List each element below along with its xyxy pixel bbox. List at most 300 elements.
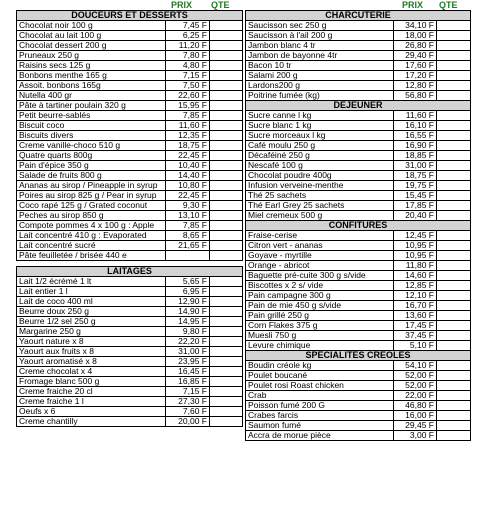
product-row [246, 71, 471, 81]
product-name: Chocolat au lait 100 g [17, 31, 166, 41]
quantity-field[interactable] [437, 321, 471, 331]
product-name: Accra de morue pièce [246, 431, 394, 441]
quantity-field[interactable] [437, 241, 471, 251]
product-name: Bonbons menthe 165 g [17, 71, 166, 81]
product-price: 7,15 F [166, 71, 210, 81]
product-name: Beurre 1/2 sel 250 g [17, 317, 166, 327]
product-price: 7,60 F [166, 407, 210, 417]
product-name: Oeufs x 6 [17, 407, 166, 417]
product-price: 16,45 F [166, 367, 210, 377]
product-row [246, 231, 471, 241]
product-row [17, 211, 243, 221]
product-price: 27,30 F [166, 397, 210, 407]
product-name: Thé Earl Grey 25 sachets [246, 201, 394, 211]
product-price: 18,85 F [394, 151, 437, 161]
product-row [17, 357, 243, 367]
section-title: CHARCUTERIE [246, 11, 471, 21]
product-name: Pain d'épice 350 g [17, 161, 166, 171]
product-row [17, 181, 243, 191]
product-name: Poitrine fumée (kg) [246, 91, 394, 101]
quantity-field[interactable] [210, 191, 243, 201]
product-price: 14,40 F [166, 171, 210, 181]
quantity-column-header: QTE [211, 0, 230, 10]
product-row [17, 241, 243, 251]
price-column-header: PRIX [402, 0, 424, 10]
product-row [17, 111, 243, 121]
product-price: 52,00 F [394, 371, 437, 381]
product-name: Creme vanille-choco 510 g [17, 141, 166, 151]
product-name: Baguette pré-cuite 300 g s/vide [246, 271, 394, 281]
quantity-column-header: QTE [439, 0, 458, 10]
product-row [246, 211, 471, 221]
quantity-field[interactable] [437, 211, 471, 221]
quantity-field[interactable] [210, 161, 243, 171]
product-row [17, 407, 243, 417]
product-row [246, 281, 471, 291]
product-price: 18,75 F [394, 171, 437, 181]
product-name: Lait de coco 400 ml [17, 297, 166, 307]
product-price: 14,90 F [166, 307, 210, 317]
product-price: 22,45 F [166, 151, 210, 161]
product-row [17, 21, 243, 31]
product-name: Salami 200 g [246, 71, 394, 81]
quantity-field[interactable] [210, 367, 243, 377]
product-row [246, 291, 471, 301]
quantity-field[interactable] [210, 41, 243, 51]
product-price: 26,80 F [394, 41, 437, 51]
quantity-field[interactable] [210, 287, 243, 297]
product-price: 5,10 F [394, 341, 437, 351]
product-price: 7,45 F [166, 21, 210, 31]
product-price: 15,45 F [394, 191, 437, 201]
quantity-field[interactable] [437, 191, 471, 201]
product-row [246, 261, 471, 271]
product-price: 8,65 F [166, 231, 210, 241]
product-row [246, 41, 471, 51]
product-row [246, 331, 471, 341]
product-row [17, 297, 243, 307]
product-row [246, 421, 471, 431]
product-price: 12,80 F [394, 81, 437, 91]
product-name: Coco rapé 125 g / Grated coconut [17, 201, 166, 211]
product-row [17, 151, 243, 161]
product-price: 6,25 F [166, 31, 210, 41]
product-row [17, 417, 243, 427]
quantity-field[interactable] [437, 41, 471, 51]
quantity-field[interactable] [437, 111, 471, 121]
quantity-field[interactable] [437, 381, 471, 391]
quantity-field[interactable] [437, 31, 471, 41]
product-name: Quatre quarts 800g [17, 151, 166, 161]
quantity-field[interactable] [437, 411, 471, 421]
product-row [246, 61, 471, 71]
product-row [246, 151, 471, 161]
quantity-field[interactable] [210, 211, 243, 221]
product-row [17, 387, 243, 397]
quantity-field[interactable] [437, 231, 471, 241]
product-price: 46,80 F [394, 401, 437, 411]
quantity-field[interactable] [210, 307, 243, 317]
quantity-field[interactable] [210, 221, 243, 231]
product-row [17, 287, 243, 297]
quantity-field[interactable] [210, 151, 243, 161]
product-name: Muesli 750 g [246, 331, 394, 341]
product-price: 18,00 F [394, 31, 437, 41]
product-name: Crabes farcis [246, 411, 394, 421]
product-price: 16,10 F [394, 121, 437, 131]
product-price: 13,10 F [166, 211, 210, 221]
quantity-field[interactable] [437, 171, 471, 181]
quantity-field[interactable] [437, 341, 471, 351]
quantity-field[interactable] [210, 231, 243, 241]
product-price: 15,95 F [166, 101, 210, 111]
product-name: Pain de mie 450 g s/vide [246, 301, 394, 311]
product-name: Poulet boucané [246, 371, 394, 381]
product-name: Saucisson sec 250 g [246, 21, 394, 31]
product-row [246, 321, 471, 331]
product-row [246, 301, 471, 311]
product-name: Lait concentré sucré [17, 241, 166, 251]
quantity-field[interactable] [437, 51, 471, 61]
product-row [246, 81, 471, 91]
quantity-field[interactable] [437, 161, 471, 171]
product-price: 12,85 F [394, 281, 437, 291]
quantity-field[interactable] [210, 241, 243, 251]
quantity-field[interactable] [210, 61, 243, 71]
product-price: 12,45 F [394, 231, 437, 241]
product-price: 4,80 F [166, 61, 210, 71]
quantity-field[interactable] [210, 251, 243, 261]
product-name: Yaourt aromatisé x 8 [17, 357, 166, 367]
product-row [17, 327, 243, 337]
quantity-field[interactable] [437, 181, 471, 191]
product-row [246, 401, 471, 411]
product-row [246, 311, 471, 321]
product-row [17, 131, 243, 141]
product-name: Margarine 250 g [17, 327, 166, 337]
product-name: Pruneaux 250 g [17, 51, 166, 61]
product-price: 56,80 F [394, 91, 437, 101]
product-price: 23,95 F [166, 357, 210, 367]
product-name: Thé 25 sachets [246, 191, 394, 201]
left-column [16, 0, 242, 427]
quantity-field[interactable] [210, 101, 243, 111]
product-price: 3,00 F [394, 431, 437, 441]
product-price: 16,55 F [394, 131, 437, 141]
product-row [246, 271, 471, 281]
product-name: Poires au sirop 825 g / Pear in syrup [17, 191, 166, 201]
product-name: Fromage blanc 500 g [17, 377, 166, 387]
right-column [245, 0, 470, 441]
quantity-field[interactable] [210, 201, 243, 211]
product-name: Biscuit coco [17, 121, 166, 131]
quantity-field[interactable] [210, 141, 243, 151]
product-row [246, 201, 471, 211]
quantity-field[interactable] [437, 91, 471, 101]
product-name: Biscuits divers [17, 131, 166, 141]
quantity-field[interactable] [437, 81, 471, 91]
product-price: 31,00 F [166, 347, 210, 357]
quantity-field[interactable] [210, 131, 243, 141]
product-name: Boudin créole kg [246, 361, 394, 371]
product-price: 12,35 F [166, 131, 210, 141]
quantity-field[interactable] [210, 337, 243, 347]
product-name: Lait concentré 410 g : Evaporated [17, 231, 166, 241]
product-price: 11,20 F [166, 41, 210, 51]
right-column-header [245, 0, 470, 10]
section-header [17, 267, 243, 277]
product-price: 10,95 F [394, 251, 437, 261]
product-row [246, 181, 471, 191]
quantity-field[interactable] [437, 251, 471, 261]
product-price: 6,95 F [166, 287, 210, 297]
product-name: Poulet rosi Roast chicken [246, 381, 394, 391]
product-price: 34,10 F [394, 21, 437, 31]
product-row [17, 317, 243, 327]
product-row [17, 251, 243, 261]
product-price: 17,60 F [394, 61, 437, 71]
quantity-field[interactable] [437, 431, 471, 441]
product-row [17, 191, 243, 201]
product-name: Jambon de bayonne 4tr [246, 51, 394, 61]
product-name: Lait entier 1 l [17, 287, 166, 297]
quantity-field[interactable] [210, 347, 243, 357]
product-name: Décaféiné 250 g [246, 151, 394, 161]
product-name: Miel cremeux 500 g [246, 211, 394, 221]
product-name: Biscottes x 2 s/ vide [246, 281, 394, 291]
product-price: 22,00 F [394, 391, 437, 401]
quantity-field[interactable] [437, 121, 471, 131]
product-row [17, 201, 243, 211]
quantity-field[interactable] [437, 21, 471, 31]
product-name: Fraise-cerise [246, 231, 394, 241]
product-name: Saucisson à l'ail 200 g [246, 31, 394, 41]
product-price: 17,85 F [394, 201, 437, 211]
quantity-field[interactable] [437, 271, 471, 281]
product-row [17, 307, 243, 317]
product-price: 7,80 F [166, 51, 210, 61]
section-header [246, 11, 471, 21]
quantity-field[interactable] [210, 377, 243, 387]
product-row [246, 121, 471, 131]
product-price: 14,60 F [394, 271, 437, 281]
product-price: 21,65 F [166, 241, 210, 251]
section-header [246, 221, 471, 231]
quantity-field[interactable] [437, 331, 471, 341]
quantity-field[interactable] [210, 21, 243, 31]
product-row [17, 41, 243, 51]
product-price: 17,20 F [394, 71, 437, 81]
product-price: 12,90 F [166, 297, 210, 307]
product-row [17, 221, 243, 231]
section-title: DEJEUNER [246, 101, 471, 111]
product-name: Petit beurre-sablés [17, 111, 166, 121]
product-name: Assoit. bonbons 165g [17, 81, 166, 91]
section-title: LAITAGES [17, 267, 243, 277]
product-row [246, 431, 471, 441]
product-price [166, 251, 210, 261]
product-name: Salade de fruits 800 g [17, 171, 166, 181]
product-name: Sucre canne l kg [246, 111, 394, 121]
quantity-field[interactable] [210, 397, 243, 407]
quantity-field[interactable] [437, 361, 471, 371]
quantity-field[interactable] [210, 417, 243, 427]
product-row [246, 161, 471, 171]
product-price: 54,10 F [394, 361, 437, 371]
quantity-field[interactable] [210, 387, 243, 397]
quantity-field[interactable] [437, 421, 471, 431]
product-name: Sucre morceaux l kg [246, 131, 394, 141]
product-name: Infusion verveine-menthe [246, 181, 394, 191]
product-price: 7,85 F [166, 111, 210, 121]
product-name: Sucre blanc 1 kg [246, 121, 394, 131]
product-name: Creme chantilly [17, 417, 166, 427]
product-price: 7,50 F [166, 81, 210, 91]
product-name: Nutella 400 gr [17, 91, 166, 101]
product-name: Corn Flakes 375 g [246, 321, 394, 331]
quantity-field[interactable] [437, 261, 471, 271]
product-price: 10,95 F [394, 241, 437, 251]
product-row [246, 371, 471, 381]
product-name: Levure chimique [246, 341, 394, 351]
quantity-field[interactable] [437, 371, 471, 381]
product-row [17, 51, 243, 61]
quantity-field[interactable] [210, 81, 243, 91]
section-title: DOUCEURS ET DESSERTS [17, 11, 243, 21]
product-name: Café moulu 250 g [246, 141, 394, 151]
quantity-field[interactable] [437, 281, 471, 291]
left-price-table [16, 10, 243, 427]
quantity-field[interactable] [210, 297, 243, 307]
product-row [17, 337, 243, 347]
product-name: Saumon fumé [246, 421, 394, 431]
quantity-field[interactable] [210, 171, 243, 181]
quantity-field[interactable] [210, 277, 243, 287]
quantity-field[interactable] [210, 111, 243, 121]
quantity-field[interactable] [210, 51, 243, 61]
product-price: 29,40 F [394, 51, 437, 61]
product-name: Crab [246, 391, 394, 401]
product-name: Beurre doux 250 g [17, 307, 166, 317]
section-header [17, 11, 243, 21]
product-name: Creme fraiche 20 cl [17, 387, 166, 397]
product-name: Bacon 10 tr [246, 61, 394, 71]
product-name: Pâte feuilletée / brisée 440 e [17, 251, 166, 261]
product-price: 16,00 F [394, 411, 437, 421]
product-name: Jambon blanc 4 tr [246, 41, 394, 51]
product-row [246, 171, 471, 181]
quantity-field[interactable] [437, 131, 471, 141]
quantity-field[interactable] [437, 151, 471, 161]
product-row [17, 121, 243, 131]
product-price: 5,65 F [166, 277, 210, 287]
product-row [17, 81, 243, 91]
product-name: Pain grillé 250 g [246, 311, 394, 321]
section-header [246, 351, 471, 361]
quantity-field[interactable] [210, 327, 243, 337]
section-header [246, 101, 471, 111]
quantity-field[interactable] [437, 401, 471, 411]
product-row [17, 277, 243, 287]
quantity-field[interactable] [437, 71, 471, 81]
product-price: 7,15 F [166, 387, 210, 397]
product-name: Citron vert - ananas [246, 241, 394, 251]
quantity-field[interactable] [210, 31, 243, 41]
right-price-table [245, 10, 471, 441]
product-row [246, 361, 471, 371]
quantity-field[interactable] [210, 91, 243, 101]
product-row [246, 341, 471, 351]
product-row [246, 91, 471, 101]
product-name: Yaourt aux fruits x 8 [17, 347, 166, 357]
quantity-field[interactable] [437, 301, 471, 311]
product-name: Poisson fumé 200 G [246, 401, 394, 411]
product-row [17, 397, 243, 407]
product-price: 11,60 F [166, 121, 210, 131]
product-name: Nescafé 100 g [246, 161, 394, 171]
quantity-field[interactable] [210, 71, 243, 81]
quantity-field[interactable] [437, 311, 471, 321]
product-price: 22,20 F [166, 337, 210, 347]
product-price: 17,45 F [394, 321, 437, 331]
product-price: 16,70 F [394, 301, 437, 311]
quantity-field[interactable] [210, 357, 243, 367]
section-title: SPECIALITES CREOLES [246, 351, 471, 361]
product-price: 37,45 F [394, 331, 437, 341]
quantity-field[interactable] [210, 181, 243, 191]
product-row [17, 31, 243, 41]
product-row [17, 347, 243, 357]
product-price: 22,45 F [166, 191, 210, 201]
quantity-field[interactable] [437, 141, 471, 151]
product-name: Chocolat noir 100 g [17, 21, 166, 31]
product-row [246, 131, 471, 141]
product-row [246, 241, 471, 251]
quantity-field[interactable] [210, 121, 243, 131]
quantity-field[interactable] [437, 201, 471, 211]
product-price: 18,75 F [166, 141, 210, 151]
section-title: CONFITURES [246, 221, 471, 231]
product-name: Creme chocolat x 4 [17, 367, 166, 377]
product-name: Goyave - myrtille [246, 251, 394, 261]
product-price: 20,00 F [166, 417, 210, 427]
product-name: Peches au sirop 850 g [17, 211, 166, 221]
quantity-field[interactable] [437, 391, 471, 401]
product-row [17, 61, 243, 71]
quantity-field[interactable] [210, 407, 243, 417]
product-price: 9,30 F [166, 201, 210, 211]
product-price: 29,45 F [394, 421, 437, 431]
quantity-field[interactable] [437, 61, 471, 71]
product-price: 10,80 F [166, 181, 210, 191]
product-row [246, 191, 471, 201]
product-name: Chocolat dessert 200 g [17, 41, 166, 51]
product-price: 19,75 F [394, 181, 437, 191]
product-row [246, 21, 471, 31]
product-row [246, 391, 471, 401]
product-name: Raisins secs 125 g [17, 61, 166, 71]
product-name: Ananas au sirop / Pineapple in syrup [17, 181, 166, 191]
product-name: Lardons200 g [246, 81, 394, 91]
product-row [246, 141, 471, 151]
product-price: 16,90 F [394, 141, 437, 151]
product-price: 12,10 F [394, 291, 437, 301]
product-row [246, 411, 471, 421]
product-row [17, 101, 243, 111]
quantity-field[interactable] [437, 291, 471, 301]
product-price: 20,40 F [394, 211, 437, 221]
quantity-field[interactable] [210, 317, 243, 327]
